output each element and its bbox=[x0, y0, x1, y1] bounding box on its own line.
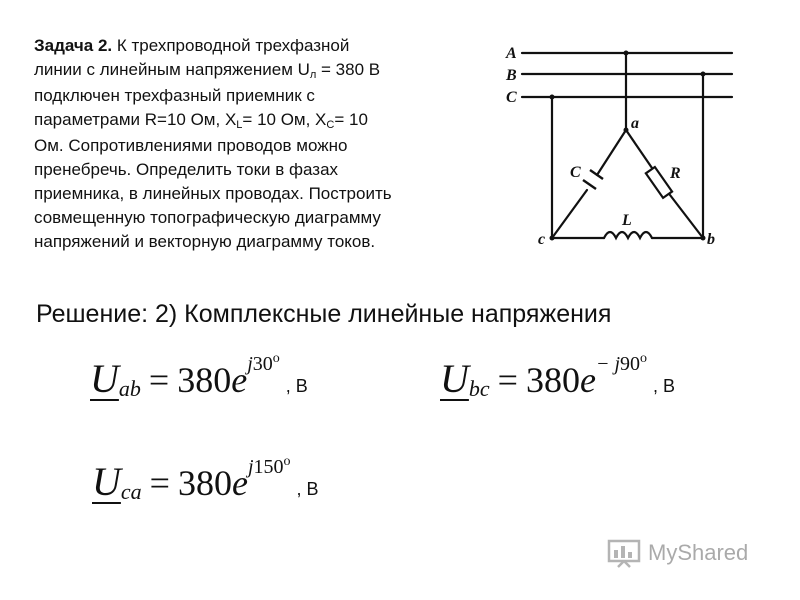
label-node-b: b bbox=[707, 231, 715, 248]
inductor-coil bbox=[604, 232, 652, 238]
watermark-text: MyShared bbox=[648, 540, 749, 565]
node-a-dot bbox=[624, 51, 629, 56]
formula-uab: Uab = 380ej30o, В bbox=[90, 351, 308, 401]
node-b-dot bbox=[701, 72, 706, 77]
label-line-b: B bbox=[506, 67, 517, 84]
problem-line-7: приемника, в линейных проводах. Построить bbox=[34, 184, 392, 203]
circuit-diagram bbox=[498, 30, 738, 270]
label-node-a: a bbox=[631, 115, 639, 132]
problem-statement bbox=[34, 34, 454, 254]
presentation-board-icon bbox=[606, 538, 642, 568]
label-line-c: C bbox=[506, 89, 517, 106]
resistor-symbol bbox=[646, 167, 672, 198]
capacitor-symbol bbox=[583, 170, 603, 189]
formula-ubc: Ubc = 380e− j90o, В bbox=[440, 351, 676, 401]
problem-line-1: Задача 2. К трехпроводной трехфазной bbox=[34, 36, 350, 55]
node-c bbox=[550, 236, 555, 241]
node-a bbox=[624, 128, 629, 133]
label-capacitor: C bbox=[570, 164, 581, 181]
problem-line-6: пренебречь. Определить токи в фазах bbox=[34, 160, 339, 179]
label-inductor: L bbox=[622, 212, 632, 229]
formula-uca: Uca = 380ej150o, В bbox=[92, 454, 319, 504]
watermark bbox=[606, 538, 748, 568]
problem-line-5: Ом. Сопротивлениями проводов можно bbox=[34, 136, 348, 155]
label-resistor: R bbox=[670, 165, 681, 182]
node-c-dot bbox=[550, 95, 555, 100]
problem-line-8: совмещенную топографическую диаграмму bbox=[34, 208, 381, 227]
problem-line-2: линии с линейным напряжением Uл = 380 В bbox=[34, 60, 381, 81]
solution-heading: Решение: 2) Комплексные линейные напряжения bbox=[36, 300, 612, 328]
label-line-a: A bbox=[506, 45, 517, 62]
problem-line-9: напряжений и векторную диаграмму токов. bbox=[34, 232, 376, 251]
problem-line-4: параметрами R=10 Ом, XL= 10 Ом, XC= 10 bbox=[34, 110, 368, 131]
node-b bbox=[701, 236, 706, 241]
problem-line-3: подключен трехфазный приемник с bbox=[34, 86, 315, 105]
label-node-c: c bbox=[538, 231, 546, 248]
problem-label: Задача 2. bbox=[34, 36, 113, 55]
